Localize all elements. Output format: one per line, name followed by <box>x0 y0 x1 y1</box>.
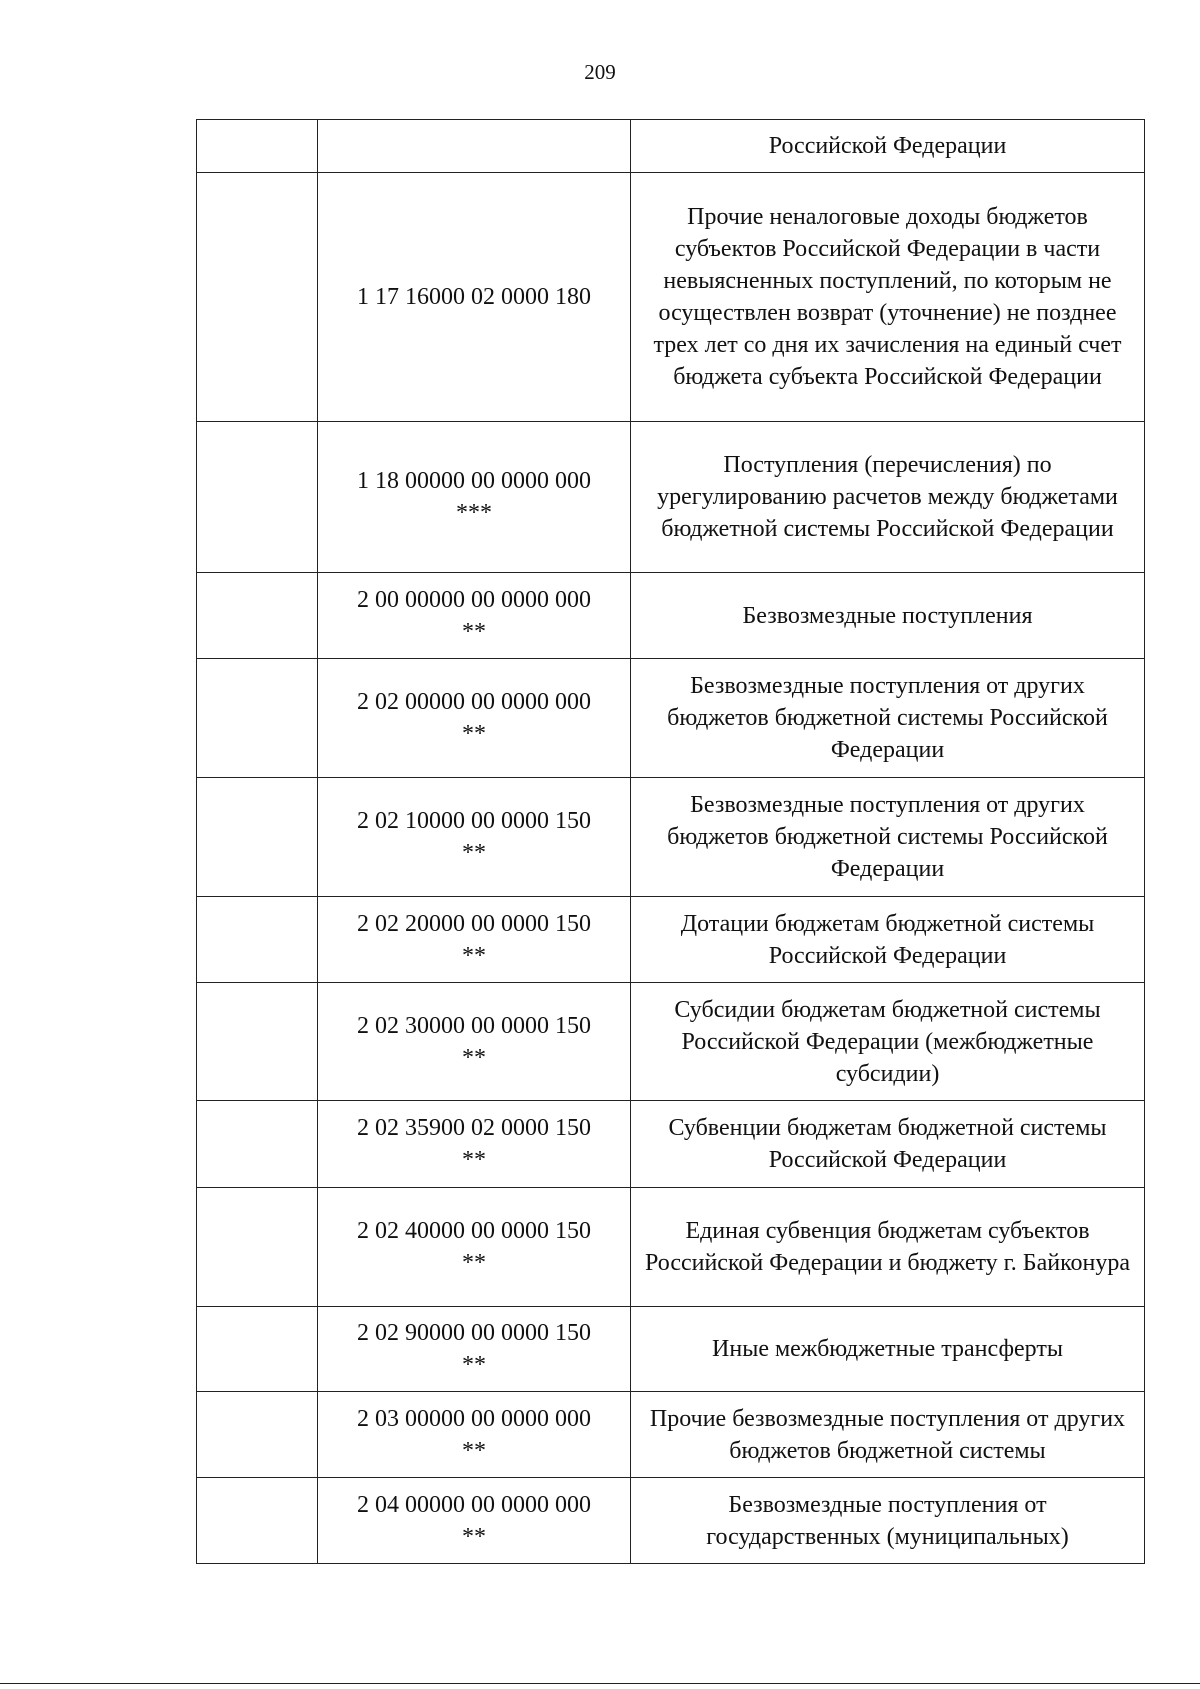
income-name-cell <box>631 778 1145 897</box>
budget-code: 2 00 00000 00 0000 000 <box>357 586 591 613</box>
code-footnote-mark: ** <box>462 942 486 969</box>
income-name: Иные межбюджетные трансферты <box>712 1336 1063 1362</box>
income-name-cell <box>631 1101 1145 1188</box>
table-row <box>197 422 1145 573</box>
table-row <box>197 1478 1145 1564</box>
income-name: Прочие безвозмездные поступления от других бюджетов бюджетной системы <box>649 1405 1126 1464</box>
code-footnote-mark: ** <box>462 840 486 866</box>
income-name-cell <box>631 422 1145 573</box>
admin-code-cell <box>197 120 318 173</box>
budget-classification-table <box>196 119 1145 1564</box>
income-name: Поступления (перечисления) по урегулированию расчетов между бюджетами бюджетной системы Российской Федерации <box>657 452 1118 542</box>
admin-code-cell <box>197 1392 318 1478</box>
budget-code-cell <box>318 1101 631 1188</box>
budget-code: 1 18 00000 00 0000 000 <box>357 468 591 494</box>
code-footnote-mark: ** <box>462 1352 486 1378</box>
budget-code-cell <box>318 983 631 1101</box>
code-footnote-mark: ** <box>462 1250 486 1276</box>
table-row <box>197 1392 1145 1478</box>
income-name: Субвенции бюджетам бюджетной системы Российской Федерации <box>668 1115 1107 1173</box>
budget-code-cell <box>318 1307 631 1392</box>
budget-code: 2 02 20000 00 0000 150 <box>357 910 591 937</box>
budget-code: 2 03 00000 00 0000 000 <box>357 1405 591 1432</box>
table-row <box>197 573 1145 659</box>
admin-code-cell <box>197 173 318 422</box>
admin-code-cell <box>197 659 318 778</box>
budget-code: 2 02 90000 00 0000 150 <box>357 1320 591 1346</box>
table-row <box>197 983 1145 1101</box>
income-name-cell <box>631 1188 1145 1307</box>
income-name: Безвозмездные поступления от других бюджетов бюджетной системы Российской Федерации <box>667 792 1108 882</box>
income-name-cell <box>631 573 1145 659</box>
admin-code-cell <box>197 778 318 897</box>
income-name: Безвозмездные поступления от других бюджетов бюджетной системы Российской Федерации <box>667 673 1108 763</box>
budget-code: 1 17 16000 02 0000 180 <box>357 284 591 310</box>
table-row <box>197 778 1145 897</box>
budget-code-cell <box>318 897 631 983</box>
income-name: Безвозмездные поступления от государственных (муниципальных) <box>706 1491 1069 1550</box>
budget-code-cell <box>318 1478 631 1564</box>
code-footnote-mark: ** <box>462 1437 486 1464</box>
admin-code-cell <box>197 573 318 659</box>
table-row <box>197 1101 1145 1188</box>
income-name-cell <box>631 1307 1145 1392</box>
income-name-cell <box>631 659 1145 778</box>
admin-code-cell <box>197 1188 318 1307</box>
admin-code-cell <box>197 897 318 983</box>
income-name-cell <box>631 120 1145 173</box>
income-name: Единая субвенция бюджетам субъектов Российской Федерации и бюджету г. Байконура <box>644 1218 1131 1276</box>
budget-code-cell <box>318 778 631 897</box>
income-name: Прочие неналоговые доходы бюджетов субъектов Российской Федерации в части невыясненных поступлений, по которым не осуществлен возврат (уточнение) не позднее трех лет со дня их зачисления на единый счет бюджета субъекта Российской Федерации <box>653 204 1122 390</box>
income-name: Безвозмездные поступления <box>742 602 1033 629</box>
table-row <box>197 1188 1145 1307</box>
income-name: Субсидии бюджетам бюджетной системы Российской Федерации (межбюджетные субсидии) <box>674 996 1101 1087</box>
code-footnote-mark: ** <box>462 721 486 747</box>
income-name-cell <box>631 897 1145 983</box>
budget-code: 2 02 00000 00 0000 000 <box>357 689 591 715</box>
admin-code-cell <box>197 422 318 573</box>
page-bottom-rule <box>0 1683 1200 1684</box>
budget-code-cell <box>318 573 631 659</box>
budget-code: 2 02 35900 02 0000 150 <box>357 1115 591 1141</box>
table-row <box>197 173 1145 422</box>
budget-code-cell <box>318 1188 631 1307</box>
income-name: Дотации бюджетам бюджетной системы Российской Федерации <box>680 910 1095 969</box>
code-footnote-mark: ** <box>462 618 486 645</box>
admin-code-cell <box>197 1478 318 1564</box>
budget-code: 2 02 30000 00 0000 150 <box>357 1012 591 1039</box>
code-footnote-mark: ** <box>462 1044 486 1071</box>
budget-code-cell <box>318 422 631 573</box>
budget-code-cell <box>318 120 631 173</box>
income-name-cell <box>631 1392 1145 1478</box>
income-name: Российской Федерации <box>768 133 1007 159</box>
admin-code-cell <box>197 1307 318 1392</box>
table-row <box>197 120 1145 173</box>
budget-code: 2 02 10000 00 0000 150 <box>357 808 591 834</box>
budget-code-cell <box>318 173 631 422</box>
income-name-cell <box>631 1478 1145 1564</box>
budget-code-cell <box>318 659 631 778</box>
budget-code-cell <box>318 1392 631 1478</box>
income-name-cell <box>631 983 1145 1101</box>
table-row <box>197 1307 1145 1392</box>
table-row <box>197 659 1145 778</box>
budget-code: 2 02 40000 00 0000 150 <box>357 1218 591 1244</box>
income-name-cell <box>631 173 1145 422</box>
admin-code-cell <box>197 983 318 1101</box>
page-number: 209 <box>584 60 616 84</box>
code-footnote-mark: ** <box>462 1147 486 1173</box>
code-footnote-mark: *** <box>456 500 492 526</box>
table-row <box>197 897 1145 983</box>
admin-code-cell <box>197 1101 318 1188</box>
budget-code: 2 04 00000 00 0000 000 <box>357 1491 591 1518</box>
code-footnote-mark: ** <box>462 1523 486 1550</box>
